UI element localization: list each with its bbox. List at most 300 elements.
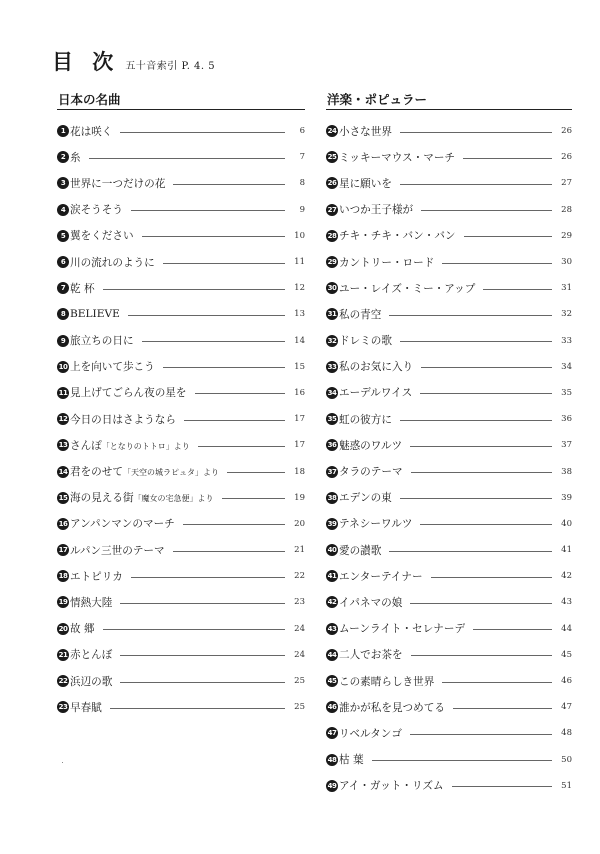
song-title-wrap xyxy=(70,176,165,191)
entry-number-badge: 7 xyxy=(57,282,69,294)
entry-number-badge: 40 xyxy=(327,546,337,555)
page-title: 目 次 xyxy=(52,49,120,74)
page-number: 30 xyxy=(561,257,572,268)
leader-line xyxy=(411,472,552,473)
song-title: BELIEVE xyxy=(70,308,120,321)
entry-number-badge: 2 xyxy=(57,151,69,163)
page-number: 18 xyxy=(294,466,305,477)
entry-number-badge: 13 xyxy=(58,441,68,450)
leader-line xyxy=(400,132,552,133)
song-title-wrap xyxy=(70,124,112,139)
leader-line xyxy=(173,184,285,185)
page-number: 13 xyxy=(294,309,305,320)
toc-entry xyxy=(57,616,305,642)
song-title-wrap xyxy=(339,595,402,610)
entry-number-badge: 49 xyxy=(327,781,337,790)
song-title: アンパンマンのマーチ xyxy=(70,518,175,531)
leader-line xyxy=(400,341,552,342)
song-title-wrap xyxy=(339,543,381,558)
toc-entry xyxy=(326,537,572,563)
leader-line xyxy=(89,158,285,159)
entry-number-badge: 19 xyxy=(58,598,68,607)
toc-entry xyxy=(326,197,572,223)
song-title: 見上げてごらん夜の星を xyxy=(70,387,187,400)
page-number: 51 xyxy=(561,780,572,791)
entry-number-badge: 17 xyxy=(58,546,68,555)
song-title: チキ・チキ・バン・バン xyxy=(339,230,456,243)
song-title-wrap xyxy=(339,333,392,348)
toc-entry xyxy=(57,406,305,432)
toc-entry xyxy=(57,144,305,170)
song-title: ルパン三世のテーマ xyxy=(70,544,165,557)
entry-number-badge: 24 xyxy=(327,127,337,136)
entry-number-badge: 27 xyxy=(327,205,337,214)
song-list xyxy=(57,118,305,720)
song-title: リベルタンゴ xyxy=(339,727,402,740)
toc-entry xyxy=(57,249,305,275)
entry-number-badge: 3 xyxy=(57,177,69,189)
page-number: 26 xyxy=(561,126,572,137)
entry-number-badge: 34 xyxy=(327,388,337,397)
toc-entry xyxy=(57,170,305,196)
song-title: 虹の彼方に xyxy=(339,413,392,426)
song-title: 枯 葉 xyxy=(339,754,364,767)
page-number: 11 xyxy=(294,257,305,268)
entry-number-badge: 45 xyxy=(327,677,337,686)
entry-number-badge: 1 xyxy=(57,125,69,137)
entry-number-badge: 41 xyxy=(327,572,337,581)
song-title: 愛の讃歌 xyxy=(339,544,382,557)
entry-number-badge: 42 xyxy=(327,598,337,607)
entry-number-badge: 33 xyxy=(327,362,337,371)
entry-number-badge: 18 xyxy=(58,572,68,581)
toc-entry xyxy=(326,170,572,196)
leader-line xyxy=(453,708,552,709)
leader-line xyxy=(110,708,285,709)
toc-entry xyxy=(326,118,572,144)
leader-line xyxy=(420,393,552,394)
page-number: 17 xyxy=(294,440,305,451)
leader-line xyxy=(173,551,285,552)
song-title-wrap xyxy=(339,385,412,400)
song-title-wrap xyxy=(339,438,402,453)
leader-line xyxy=(222,498,285,499)
toc-entry xyxy=(57,223,305,249)
song-title: 情熱大陸 xyxy=(70,596,113,609)
song-title-wrap xyxy=(70,674,112,689)
toc-entry xyxy=(326,380,572,406)
song-title: ユー・レイズ・ミー・アップ xyxy=(339,282,476,295)
song-title: 旅立ちの日に xyxy=(70,335,134,348)
song-title-wrap xyxy=(339,700,445,715)
page-number: 43 xyxy=(561,597,572,608)
leader-line xyxy=(120,682,285,683)
song-title-wrap xyxy=(339,202,413,217)
leader-line xyxy=(389,551,552,552)
song-title: 故 郷 xyxy=(70,623,95,636)
entry-number-badge: 35 xyxy=(327,415,337,424)
entry-number-badge: 28 xyxy=(327,231,337,240)
section-western-popular xyxy=(326,92,572,799)
page-number: 23 xyxy=(294,597,305,608)
leader-line xyxy=(452,786,552,787)
toc-entry xyxy=(57,432,305,458)
leader-line xyxy=(464,236,552,237)
page-number: 15 xyxy=(294,361,305,372)
song-title: 私の青空 xyxy=(339,308,382,321)
song-title-wrap xyxy=(339,255,434,270)
section-heading: 日本の名曲 xyxy=(57,92,305,110)
entry-number-badge: 47 xyxy=(327,729,337,738)
entry-number-badge: 36 xyxy=(327,441,337,450)
leader-line xyxy=(142,341,285,342)
page-number: 7 xyxy=(299,152,305,163)
leader-line xyxy=(142,236,285,237)
entry-number-badge: 44 xyxy=(327,650,337,659)
song-title-wrap xyxy=(70,438,190,453)
leader-line xyxy=(473,629,552,630)
entry-number-badge: 38 xyxy=(327,493,337,502)
page-number: 26 xyxy=(561,152,572,163)
entry-number-badge: 22 xyxy=(58,677,68,686)
song-title-wrap xyxy=(339,150,455,165)
song-title: 上を向いて歩こう xyxy=(70,361,155,374)
toc-header xyxy=(52,46,215,74)
toc-entry xyxy=(326,458,572,484)
toc-entry xyxy=(57,458,305,484)
song-title: 早春賦 xyxy=(70,701,102,714)
toc-entry xyxy=(326,485,572,511)
song-title: 星に願いを xyxy=(339,177,392,190)
song-title-wrap xyxy=(339,307,381,322)
song-title-wrap xyxy=(70,228,134,243)
page-number: 41 xyxy=(561,545,572,556)
song-title-wrap xyxy=(70,595,112,610)
page-number: 42 xyxy=(561,571,572,582)
leader-line xyxy=(103,289,285,290)
song-title: 魅惑のワルツ xyxy=(339,439,403,452)
song-title: アイ・ガット・リズム xyxy=(339,780,444,793)
song-title-wrap xyxy=(339,464,403,479)
song-title-wrap xyxy=(339,176,392,191)
page-number: 6 xyxy=(299,126,305,137)
page-number: 28 xyxy=(561,204,572,215)
leader-line xyxy=(421,210,552,211)
song-title: ドレミの歌 xyxy=(339,335,392,348)
page-number: 38 xyxy=(561,466,572,477)
toc-entry xyxy=(326,354,572,380)
song-title-wrap xyxy=(70,569,123,584)
song-title: 小さな世界 xyxy=(339,125,392,138)
leader-line xyxy=(227,472,285,473)
page-number: 27 xyxy=(561,178,572,189)
entry-number-badge: 4 xyxy=(57,204,69,216)
toc-entry xyxy=(326,249,572,275)
entry-number-badge: 21 xyxy=(58,650,68,659)
song-title-wrap xyxy=(70,647,112,662)
song-title: 涙そうそう xyxy=(70,204,123,217)
leader-line xyxy=(442,263,552,264)
song-title: この素晴らしき世界 xyxy=(339,675,435,688)
entry-number-badge: 20 xyxy=(58,624,68,633)
entry-number-badge: 10 xyxy=(58,362,68,371)
song-title-wrap xyxy=(339,490,392,505)
song-title-wrap xyxy=(70,543,165,558)
leader-line xyxy=(400,184,552,185)
toc-entry xyxy=(326,432,572,458)
entry-number-badge: 32 xyxy=(327,336,337,345)
song-title-wrap xyxy=(70,516,175,531)
song-title-wrap xyxy=(70,412,176,427)
page-number: 20 xyxy=(294,518,305,529)
toc-entry xyxy=(326,642,572,668)
song-title: 赤とんぼ xyxy=(70,649,113,662)
entry-number-badge: 29 xyxy=(327,258,337,267)
song-title-wrap xyxy=(339,726,402,741)
song-title-wrap xyxy=(70,281,95,296)
song-title: イパネマの娘 xyxy=(339,596,403,609)
entry-number-badge: 11 xyxy=(58,388,68,397)
song-title: エンターテイナー xyxy=(339,570,423,583)
song-title: 君をのせて xyxy=(70,466,123,479)
toc-entry xyxy=(326,223,572,249)
page-number: 25 xyxy=(294,702,305,713)
song-title: エーデルワイス xyxy=(339,387,413,400)
page-number: 21 xyxy=(294,545,305,556)
song-title-wrap xyxy=(70,359,155,374)
index-reference: 五十音索引 P. 4. 5 xyxy=(125,61,216,72)
song-title: ムーンライト・セレナーデ xyxy=(339,623,466,636)
song-title: 浜辺の歌 xyxy=(70,675,113,688)
page-number: 9 xyxy=(299,204,305,215)
toc-entry xyxy=(57,301,305,327)
song-title-wrap xyxy=(339,621,465,636)
toc-entry xyxy=(57,485,305,511)
toc-entry xyxy=(326,616,572,642)
leader-line xyxy=(400,498,552,499)
leader-line xyxy=(120,655,285,656)
entry-number-badge: 37 xyxy=(327,467,337,476)
toc-entry xyxy=(326,773,572,799)
leader-line xyxy=(483,289,552,290)
song-source-note: 「天空の城ラピュタ」より xyxy=(122,468,219,478)
leader-line xyxy=(163,367,285,368)
entry-number-badge: 25 xyxy=(327,153,337,162)
song-title-wrap xyxy=(339,359,413,374)
section-heading: 洋楽・ポピュラー xyxy=(326,92,572,110)
page-number: 29 xyxy=(561,230,572,241)
leader-line xyxy=(198,446,285,447)
toc-entry xyxy=(326,275,572,301)
song-list xyxy=(326,118,572,799)
entry-number-badge: 31 xyxy=(327,310,337,319)
entry-number-badge: 26 xyxy=(327,179,337,188)
song-title: 二人でお茶を xyxy=(339,649,403,662)
page-number: 40 xyxy=(561,518,572,529)
toc-entry xyxy=(57,537,305,563)
song-title-wrap xyxy=(70,700,102,715)
toc-entry xyxy=(326,406,572,432)
song-title: エトピリカ xyxy=(70,570,123,583)
song-title-wrap xyxy=(339,778,444,793)
toc-entry xyxy=(326,668,572,694)
song-title-wrap xyxy=(70,308,120,320)
song-title: 誰かが私を見つめてる xyxy=(339,701,445,714)
page-number: 16 xyxy=(294,387,305,398)
toc-entry xyxy=(326,144,572,170)
page-number: 12 xyxy=(294,283,305,294)
page-number: 17 xyxy=(294,414,305,425)
song-title: タラのテーマ xyxy=(339,466,403,479)
song-title-wrap xyxy=(339,281,475,296)
page-number: 47 xyxy=(561,702,572,713)
toc-entry xyxy=(326,589,572,615)
toc-entry xyxy=(57,118,305,144)
song-title-wrap xyxy=(339,516,412,531)
page-number: 46 xyxy=(561,676,572,687)
entry-number-badge: 43 xyxy=(327,624,337,633)
leader-line xyxy=(195,393,285,394)
toc-entry xyxy=(326,747,572,773)
entry-number-badge: 8 xyxy=(57,308,69,320)
leader-line xyxy=(183,524,285,525)
toc-entry xyxy=(326,511,572,537)
leader-line xyxy=(411,655,552,656)
song-title-wrap xyxy=(339,124,392,139)
song-title-wrap xyxy=(70,255,155,270)
page-number: 8 xyxy=(299,178,305,189)
song-title: ミッキーマウス・マーチ xyxy=(339,151,456,164)
leader-line xyxy=(163,263,285,264)
song-title: エデンの東 xyxy=(339,492,392,505)
page-number: 39 xyxy=(561,492,572,503)
song-title: 糸 xyxy=(70,151,81,164)
toc-entry xyxy=(326,563,572,589)
page-number: 24 xyxy=(294,649,305,660)
toc-entry xyxy=(57,197,305,223)
leader-line xyxy=(410,603,552,604)
toc-entry xyxy=(57,328,305,354)
leader-line xyxy=(442,682,552,683)
toc-entry xyxy=(326,694,572,720)
section-japanese-songs xyxy=(57,92,305,720)
page-number: 32 xyxy=(561,309,572,320)
leader-line xyxy=(463,158,552,159)
page-number: 50 xyxy=(561,754,572,765)
entry-number-badge: 16 xyxy=(58,519,68,528)
leader-line xyxy=(128,315,285,316)
song-title-wrap xyxy=(339,412,392,427)
page-number: 35 xyxy=(561,387,572,398)
entry-number-badge: 48 xyxy=(327,755,337,764)
song-title: 私のお気に入り xyxy=(339,361,414,374)
entry-number-badge: 9 xyxy=(57,335,69,347)
leader-line xyxy=(120,603,285,604)
leader-line xyxy=(131,577,285,578)
song-title: 海の見える街 xyxy=(70,492,134,505)
page-number: 34 xyxy=(561,361,572,372)
song-title-wrap xyxy=(70,202,123,217)
song-title: 川の流れのように xyxy=(70,256,155,269)
song-title: カントリー・ロード xyxy=(339,256,435,269)
entry-number-badge: 14 xyxy=(58,467,68,476)
print-speck xyxy=(62,762,63,763)
toc-entry xyxy=(57,380,305,406)
toc-entry xyxy=(57,668,305,694)
leader-line xyxy=(420,524,552,525)
song-source-note: 「魔女の宅急便」より xyxy=(133,494,214,504)
page-number: 36 xyxy=(561,414,572,425)
page-number: 10 xyxy=(294,230,305,241)
song-title-wrap xyxy=(339,569,423,584)
page-number: 37 xyxy=(561,440,572,451)
song-title-wrap xyxy=(339,647,403,662)
song-title: テネシーワルツ xyxy=(339,518,413,531)
entry-number-badge: 23 xyxy=(58,703,68,712)
entry-number-badge: 39 xyxy=(327,519,337,528)
leader-line xyxy=(410,446,552,447)
leader-line xyxy=(372,760,552,761)
leader-line xyxy=(131,210,285,211)
song-source-note: 「となりのトトロ」より xyxy=(101,441,190,451)
toc-entry xyxy=(57,694,305,720)
song-title-wrap xyxy=(70,333,134,348)
page-number: 48 xyxy=(561,728,572,739)
toc-entry xyxy=(57,563,305,589)
leader-line xyxy=(184,420,285,421)
song-title-wrap xyxy=(70,385,187,400)
entry-number-badge: 6 xyxy=(57,256,69,268)
toc-entry xyxy=(57,642,305,668)
song-title-wrap xyxy=(70,150,81,165)
leader-line xyxy=(431,577,552,578)
page-number: 31 xyxy=(561,283,572,294)
toc-entry xyxy=(326,301,572,327)
entry-number-badge: 12 xyxy=(58,415,68,424)
song-title: いつか王子様が xyxy=(339,204,414,217)
song-title: 世界に一つだけの花 xyxy=(70,177,166,190)
page-number: 19 xyxy=(294,492,305,503)
entry-number-badge: 15 xyxy=(58,493,68,502)
song-title-wrap xyxy=(70,621,95,636)
entry-number-badge: 30 xyxy=(327,284,337,293)
song-title-wrap xyxy=(70,490,214,505)
toc-entry xyxy=(57,589,305,615)
leader-line xyxy=(120,132,285,133)
song-title: 乾 杯 xyxy=(70,282,95,295)
entry-number-badge: 5 xyxy=(57,230,69,242)
song-title: さんぽ xyxy=(70,439,102,452)
leader-line xyxy=(103,629,285,630)
entry-number-badge: 46 xyxy=(327,703,337,712)
song-title-wrap xyxy=(339,752,364,767)
page-number: 25 xyxy=(294,676,305,687)
page-number: 14 xyxy=(294,335,305,346)
song-title: 今日の日はさようなら xyxy=(70,413,176,426)
leader-line xyxy=(410,734,552,735)
page-number: 24 xyxy=(294,623,305,634)
song-title-wrap xyxy=(339,228,456,243)
page-number: 44 xyxy=(561,623,572,634)
leader-line xyxy=(389,315,552,316)
leader-line xyxy=(421,367,552,368)
toc-entry xyxy=(57,275,305,301)
page-number: 45 xyxy=(561,649,572,660)
song-title-wrap xyxy=(339,674,434,689)
song-title: 花は咲く xyxy=(70,125,113,138)
leader-line xyxy=(400,420,552,421)
toc-entry xyxy=(326,720,572,746)
